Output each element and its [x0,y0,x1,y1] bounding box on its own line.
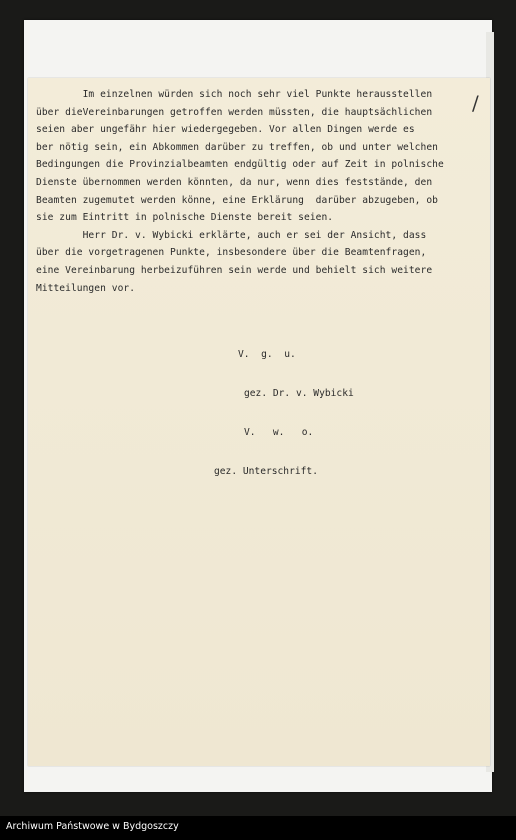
text-line: eine Vereinbarung herbeizuführen sein werde und behielt sich weitere [36,264,433,276]
text-line: seien aber ungefähr hier wiedergegeben. Vor allen Dingen werde es [36,124,415,136]
signature-unterschrift: gez. Unterschrift. [214,466,318,477]
text-line: sie zum Eintritt in polnische Dienste bereit seien. [36,212,334,224]
document-body [36,86,482,297]
text-line: über dieVereinbarungen getroffen werden müssten, die hauptsächlichen [36,106,433,118]
signature-vgu: V. g. u. [238,349,296,360]
text-line: über die vorgetragenen Punkte, insbesondere über die Beamtenfragen, [36,247,427,259]
signature-wybicki: gez. Dr. v. Wybicki [244,388,354,399]
text-line: Mitteilungen vor. [36,282,136,294]
page-mark: / [472,91,479,115]
text-line: Bedingungen die Provinzialbeamten endgültig oder auf Zeit in polnische [36,159,444,171]
text-line: ber nötig sein, ein Abkommen darüber zu treffen, ob und unter welchen [36,141,438,153]
signature-vwo: V. w. o. [244,427,314,438]
text-line: Im einzelnen würden sich noch sehr viel Punkte herausstellen [36,89,433,100]
text-line: Beamten zugemutet werden könne, eine Erklärung darüber abzugeben, ob [36,194,438,206]
archive-footer [0,816,516,840]
text-line: Herr Dr. v. Wybicki erklärte, auch er sei der Ansicht, dass [36,229,427,241]
text-line: Dienste übernommen werden könnten, da nur, wenn dies feststände, den [36,176,433,188]
archive-name: Archiwum Państwowe w Bydgoszczy [6,821,179,832]
